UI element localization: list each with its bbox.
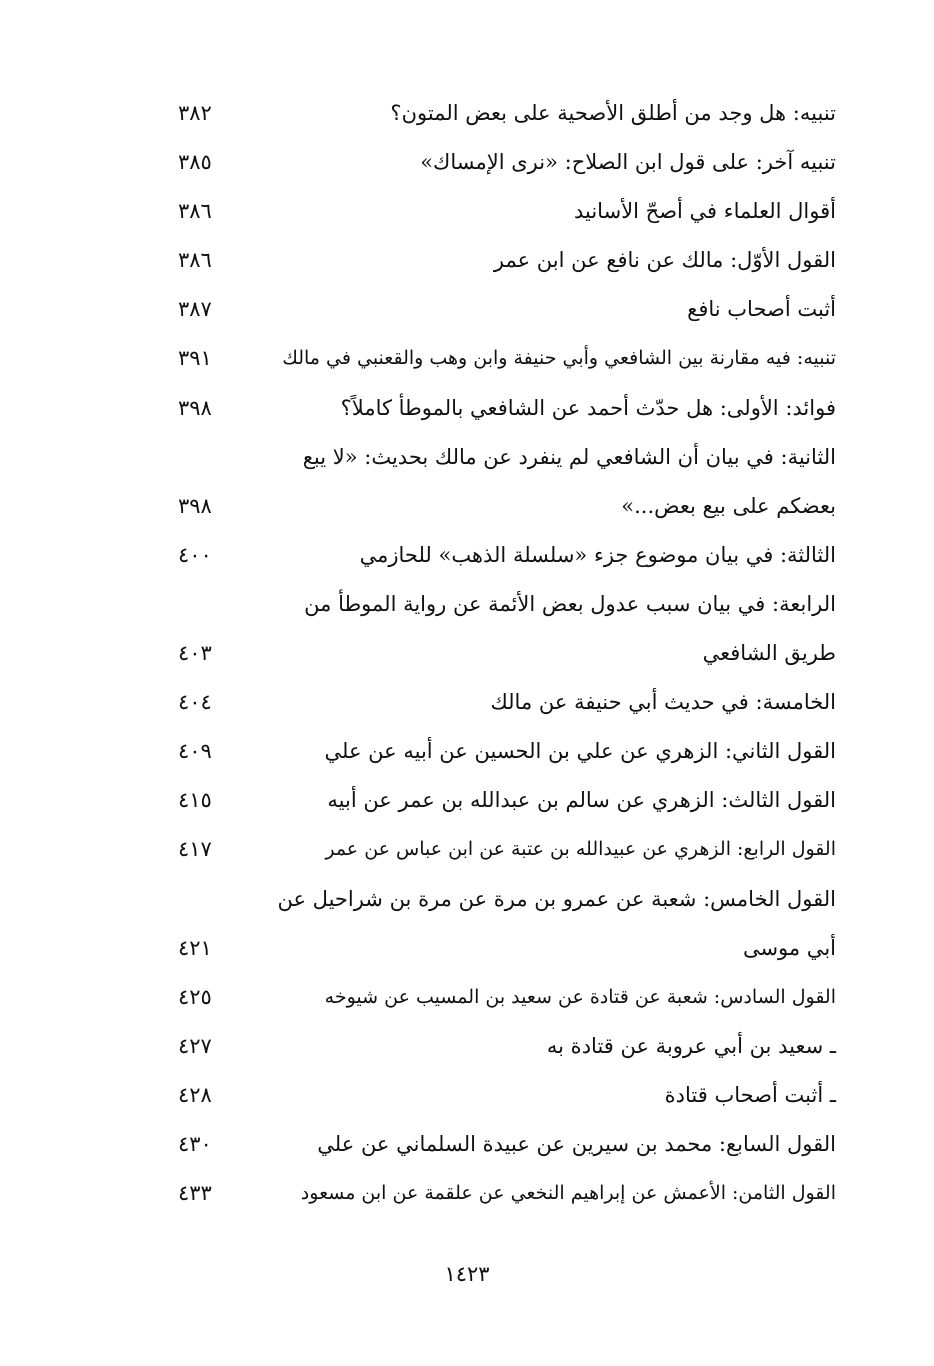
toc-entry: [0, 726, 934, 775]
toc-entry-page: ٤٢٧: [178, 1033, 212, 1058]
toc-entry: [0, 1168, 934, 1217]
toc-entry-page: ٤١٧: [178, 837, 212, 862]
toc-entry-page: ٤٢١: [178, 935, 212, 960]
toc-entry-page: ٤٠٠: [178, 542, 212, 567]
toc-entry: [0, 824, 934, 873]
toc-entry-page: ٤٢٨: [178, 1082, 212, 1107]
toc-entry-title: أقوال العلماء في أصحّ الأسانيد: [573, 199, 836, 224]
toc-entry-title: الثالثة: في بيان موضوع جزء «سلسلة الذهب» للحازمي: [359, 542, 836, 567]
toc-entry-page: ٣٩٨: [178, 395, 212, 420]
toc-entry-title: ـ سعيد بن أبي عروبة عن قتادة به: [546, 1033, 836, 1058]
toc-entry-title: القول الثالث: الزهري عن سالم بن عبدالله بن عمر عن أبيه: [327, 788, 836, 813]
toc-entry-page: ٣٨٦: [178, 248, 212, 273]
toc-entry: [0, 775, 934, 824]
toc-entry-page: ٣٨٦: [178, 199, 212, 224]
toc-entry: [0, 481, 934, 530]
toc-entry: [0, 432, 934, 481]
toc-entry: [0, 88, 934, 137]
toc-entry: [0, 579, 934, 628]
toc-entry-title: أثبت أصحاب نافع: [687, 297, 836, 322]
toc-entry-page: ٣٩١: [178, 346, 212, 371]
toc-entry: [0, 1119, 934, 1168]
toc-entry-page: ٤١٥: [178, 788, 212, 813]
toc-entry-page: ٣٩٨: [178, 493, 212, 518]
toc-entry-page: ٣٨٢: [178, 101, 212, 125]
toc-entry: [0, 923, 934, 972]
toc-entry-title: الخامسة: في حديث أبي حنيفة عن مالك: [490, 690, 836, 715]
toc-entry-title: القول الثامن: الأعمش عن إبراهيم النخعي عن علقمة عن ابن مسعود: [300, 1182, 836, 1205]
toc-entry-page: ٤٣٠: [178, 1131, 212, 1156]
toc-entry: [0, 628, 934, 677]
toc-entry: [0, 235, 934, 284]
toc-entry-page: ٤٠٤: [178, 690, 212, 715]
toc-entry-title: القول الثاني: الزهري عن علي بن الحسين عن أبيه عن علي: [324, 739, 836, 764]
toc-entry-page: ٤٢٥: [178, 984, 212, 1009]
toc-entry-title: طريق الشافعي: [702, 641, 836, 666]
toc-entry-title: ـ أثبت أصحاب قتادة: [664, 1082, 836, 1107]
toc-entry-title: القول الرابع: الزهري عن عبيدالله بن عتبة عن ابن عباس عن عمر: [325, 838, 836, 861]
toc-entry-title: القول السابع: محمد بن سيرين عن عبيدة السلماني عن علي: [317, 1131, 836, 1156]
toc-entry-page: ٤٠٩: [178, 739, 212, 764]
toc-entry: [0, 1070, 934, 1119]
toc-entry-title: بعضكم على بيع بعض...»: [621, 493, 836, 518]
toc-entry-page: ٣٨٥: [178, 150, 212, 175]
toc-entry-page: ٤٣٣: [178, 1181, 212, 1206]
toc-entry-page: ٤٠٣: [178, 641, 212, 666]
toc-entry-title: تنبيه: هل وجد من أطلق الأصحية على بعض المتون؟: [390, 101, 836, 125]
toc-entry-title: القول الخامس: شعبة عن عمرو بن مرة عن مرة بن شراحيل عن: [277, 886, 836, 911]
toc-entry-title: القول الأوّل: مالك عن نافع عن ابن عمر: [493, 248, 836, 273]
page-number: ١٤٢٣: [444, 1262, 490, 1286]
toc-entry-title: الثانية: في بيان أن الشافعي لم ينفرد عن مالك بحديث: «لا يبع: [302, 444, 836, 469]
toc-entry-title: تنبيه: فيه مقارنة بين الشافعي وأبي حنيفة وابن وهب والقعنبي في مالك: [282, 347, 836, 370]
toc-entry-title: فوائد: الأولى: هل حدّث أحمد عن الشافعي بالموطأ كاملاً؟: [340, 395, 836, 420]
toc-entry: [0, 1021, 934, 1070]
toc-entry: [0, 383, 934, 432]
toc-entry: [0, 284, 934, 333]
toc-entry-title: أبي موسى: [742, 935, 836, 960]
toc-entry: [0, 333, 934, 382]
toc-entry-page: ٣٨٧: [178, 297, 212, 322]
toc-entry: [0, 186, 934, 235]
toc-entry: [0, 677, 934, 726]
toc-entry: [0, 874, 934, 923]
toc-entry-title: الرابعة: في بيان سبب عدول بعض الأئمة عن رواية الموطأ من: [304, 591, 836, 616]
toc-entry: [0, 137, 934, 186]
toc-entry-title: القول السادس: شعبة عن قتادة عن سعيد بن المسيب عن شيوخه: [324, 985, 836, 1008]
toc-entry: [0, 530, 934, 579]
toc-entry: [0, 972, 934, 1021]
table-of-contents: [0, 88, 934, 1217]
toc-entry-title: تنبيه آخر: على قول ابن الصلاح: «نرى الإمساك»: [420, 150, 836, 175]
